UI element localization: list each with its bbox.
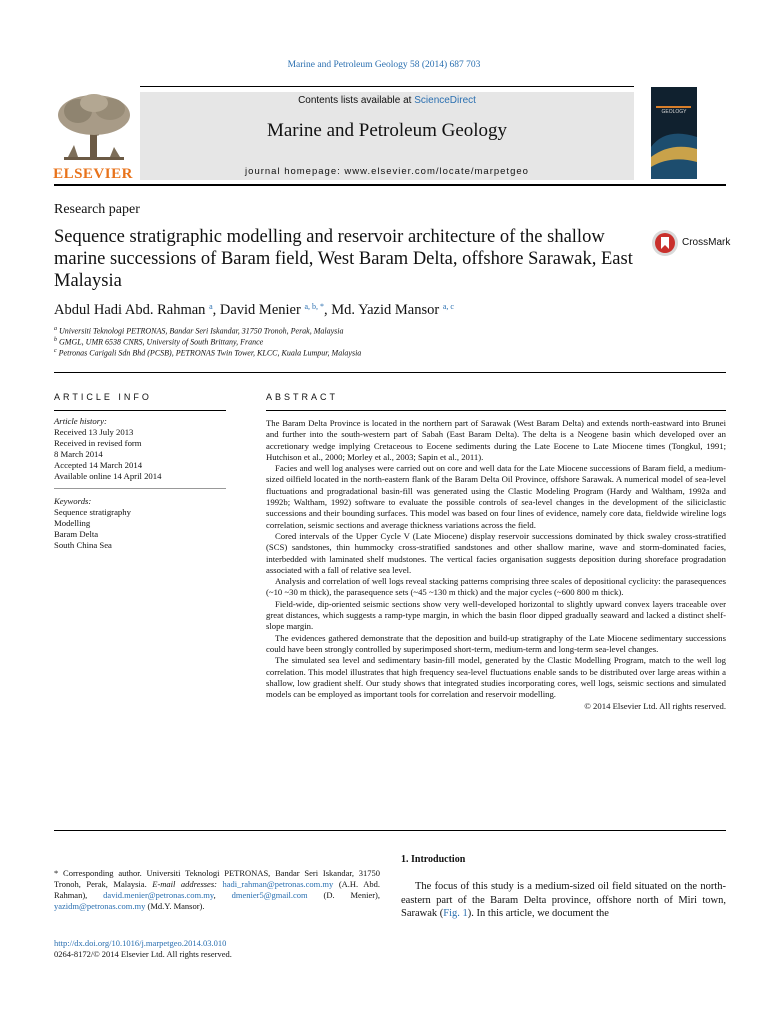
corresponding-footnote: [54, 868, 380, 912]
sciencedirect-link[interactable]: ScienceDirect: [414, 95, 476, 106]
contents-prefix: Contents lists available at: [298, 95, 415, 106]
article-info-rule: [54, 410, 226, 411]
journal-cover-thumbnail: [651, 87, 697, 179]
affiliation-key: c: [54, 348, 57, 354]
abstract-bottom-rule: [54, 830, 726, 831]
author-list: [54, 302, 454, 319]
article-info-heading: ARTICLE INFO: [54, 392, 152, 402]
email-label: E-mail addresses:: [152, 879, 217, 889]
affiliation-text: Universiti Teknologi PETRONAS, Bandar Seri Iskandar, 31750 Tronoh, Perak, Malaysia: [59, 326, 344, 336]
introduction-heading: 1. Introduction: [401, 854, 466, 865]
journal-title: Marine and Petroleum Geology: [266, 120, 508, 141]
email-owner: (Md.Y. Mansor).: [147, 901, 205, 911]
elsevier-wordmark: ELSEVIER: [53, 166, 133, 182]
history-item: Received 13 July 2013: [54, 427, 134, 437]
email-owner: (A.H. Abd. Rahman),: [54, 879, 381, 900]
abstract-paragraph: The evidences gathered demonstrate that the deposition and build-up stratigraphy of the Late Miocene sedimentary successions could have been strongly controlled by superimposed short-term, medium-term and long-term sea-level changes.: [266, 632, 726, 654]
author-affiliation-marker[interactable]: a, b, *: [304, 302, 324, 311]
intro-text: The focus of this study is a medium-sized oil field situated on the north-eastern part of the Baram Delta province, offshore north of Miri town, Sarawak (: [401, 881, 726, 919]
author-affiliation-marker[interactable]: a, c: [442, 302, 454, 311]
keyword: South China Sea: [54, 540, 112, 550]
header-rule: [140, 86, 634, 87]
author-name: David Menier: [219, 302, 301, 318]
email-owner: (D. Menier),: [323, 890, 380, 900]
author-affiliation-marker[interactable]: a: [209, 302, 213, 311]
issn-copyright: 0264-8172/© 2014 Elsevier Ltd. All rights reserved.: [54, 949, 232, 959]
keywords-label: Keywords:: [54, 496, 92, 506]
history-item: Available online 14 April 2014: [54, 471, 162, 481]
author-separator: ,: [212, 302, 220, 318]
abstract-paragraph: The Baram Delta Province is located in the northern part of Sarawak (West Baram Delta) and extends north-eastward into Brunei and further into the south-western part of Sabah (East Baram Delta). The delta is a Neogene basin which developed over an accretionary wedge implying Cretaceous to Eocene sediments during the Late Eocene to Late Miocene times (Tongkul, 1991; Hutchison et al., 2000; Morley et al., 2003; Sapin et al., 2011).: [266, 418, 726, 462]
author-name: Abdul Hadi Abd. Rahman: [54, 302, 206, 318]
journal-homepage[interactable]: journal homepage: www.elsevier.com/locate/marpetgeo: [245, 166, 529, 177]
article-title: Sequence stratigraphic modelling and reservoir architecture of the shallow marine successions of Baram field, West Baram Delta, offshore Sarawak, East Malaysia: [54, 227, 633, 291]
crossmark-badge[interactable]: [651, 229, 741, 261]
history-item: Received in revised form: [54, 438, 142, 448]
author-name: Md. Yazid Mansor: [331, 302, 440, 318]
history-item: Accepted 14 March 2014: [54, 460, 143, 470]
keyword: Sequence stratigraphy: [54, 507, 131, 517]
doi-link[interactable]: http://dx.doi.org/10.1016/j.marpetgeo.2014.03.010: [54, 938, 227, 948]
affiliation: [54, 337, 263, 347]
affiliation: [54, 348, 361, 358]
abstract-body: [266, 418, 726, 713]
keywords: [54, 496, 226, 551]
abstract-copyright: © 2014 Elsevier Ltd. All rights reserved.: [584, 701, 726, 712]
email-separator: ,: [213, 890, 216, 900]
doi-block: [54, 938, 232, 960]
history-label: Article history:: [54, 416, 107, 426]
keywords-rule: [54, 488, 226, 489]
abstract-paragraph: Cored intervals of the Upper Cycle V (Late Miocene) display reservoir successions dominated by thick swaley cross-stratified (SCS) sandstones, thin hummocky cross-stratified sandstones and other shallow marine, wave and storm-dominated facies, interbedded with laminated shelf mudstones. The vertical facies organisation suggests deposition during shoreface progradation associated with a fall of relative sea level.: [266, 530, 726, 575]
abstract-paragraph: Facies and well log analyses were carried out on core and well data for the Late Miocene successions of Baram field, a medium-sized oilfield located in the north-eastern flank of the Baram Delta Oil Province, offshore Sarawak. A numerical model of sea-level fluctuations and progradational basin-fill was generated using the Clastic Modeling Program (Hardy and Waltham, 1992a and 1992b; Waltham, 1992) software to evaluate the possible controls of sea-level changes in the development of the siliciclastic successions and their bounding surfaces. This model was based on four lines of evidence, namely core data, fieldwide wireline logs correlation, seismic sections and average thickness variations across the field.: [266, 463, 726, 530]
keyword: Baram Delta: [54, 529, 99, 539]
contents-line: [140, 95, 634, 106]
affiliation-key: b: [54, 337, 57, 343]
abstract-paragraph: Field-wide, dip-oriented seismic sections show very well-developed horizontal to slightly upward convex layers traceable over great distances, which suggests a ramp-type margin, in which the basin floor dipped gradually seaward and lacked a distinct shelf-slope margin.: [266, 598, 726, 632]
header-bottom-rule: [54, 184, 726, 186]
affiliation: [54, 326, 344, 336]
section-type: Research paper: [54, 202, 140, 217]
email-link[interactable]: david.menier@petronas.com.my: [103, 890, 214, 900]
keyword: Modelling: [54, 518, 91, 528]
email-link[interactable]: dmenier5@gmail.com: [231, 890, 308, 900]
crossmark-label: CrossMark: [682, 237, 731, 248]
email-link[interactable]: yazidm@petronas.com.my: [54, 901, 146, 911]
abstract-paragraph: Analysis and correlation of well logs reveal stacking patterns comprising three scales of depositional cyclicity: the parasequences (~10 ~30 m thick), the parasequence sets (~45 ~130 m thick) and the major cycles (~600 800 m thick).: [266, 576, 726, 598]
article-history: [54, 416, 226, 482]
corresponding-author: * Corresponding author. Universiti Teknologi PETRONAS, Bandar Seri Iskandar, 31750 Tronoh, Perak, Malaysia.: [54, 868, 380, 889]
introduction-paragraph: [401, 880, 726, 921]
email-link[interactable]: hadi_rahman@petronas.com.my: [222, 879, 334, 889]
history-item: 8 March 2014: [54, 449, 103, 459]
figure-reference-link[interactable]: Fig. 1: [443, 908, 468, 919]
abstract-paragraph: The simulated sea level and sedimentary basin-fill model, generated by the Clastic Modelling Program, match to the well log correlation. This model illustrates that high frequency sea-level fluctuations enable sands to be distributed over large areas within a shallow, low gradient shelf. Our study shows that integrated studies incorporating cores, well logs, seismic sections and simulated models can be employed as important tools for correlation and reservoir modelling.: [266, 655, 726, 700]
crossmark-icon: [651, 229, 679, 262]
journal-citation[interactable]: Marine and Petroleum Geology 58 (2014) 687 703: [287, 60, 481, 70]
author-separator: ,: [324, 302, 332, 318]
affiliation-text: GMGL, UMR 6538 CNRS, University of South Brittany, France: [59, 337, 264, 347]
abstract-heading: ABSTRACT: [266, 392, 339, 402]
cover-title: GEOLOGY: [661, 109, 687, 115]
affiliation-rule: [54, 372, 726, 373]
affiliation-text: Petronas Carigali Sdn Bhd (PCSB), PETRONAS Twin Tower, KLCC, Kuala Lumpur, Malaysia: [58, 348, 362, 358]
intro-text: ). In this article, we document the: [467, 908, 609, 919]
abstract-rule: [266, 410, 726, 411]
affiliation-key: a: [54, 326, 57, 332]
